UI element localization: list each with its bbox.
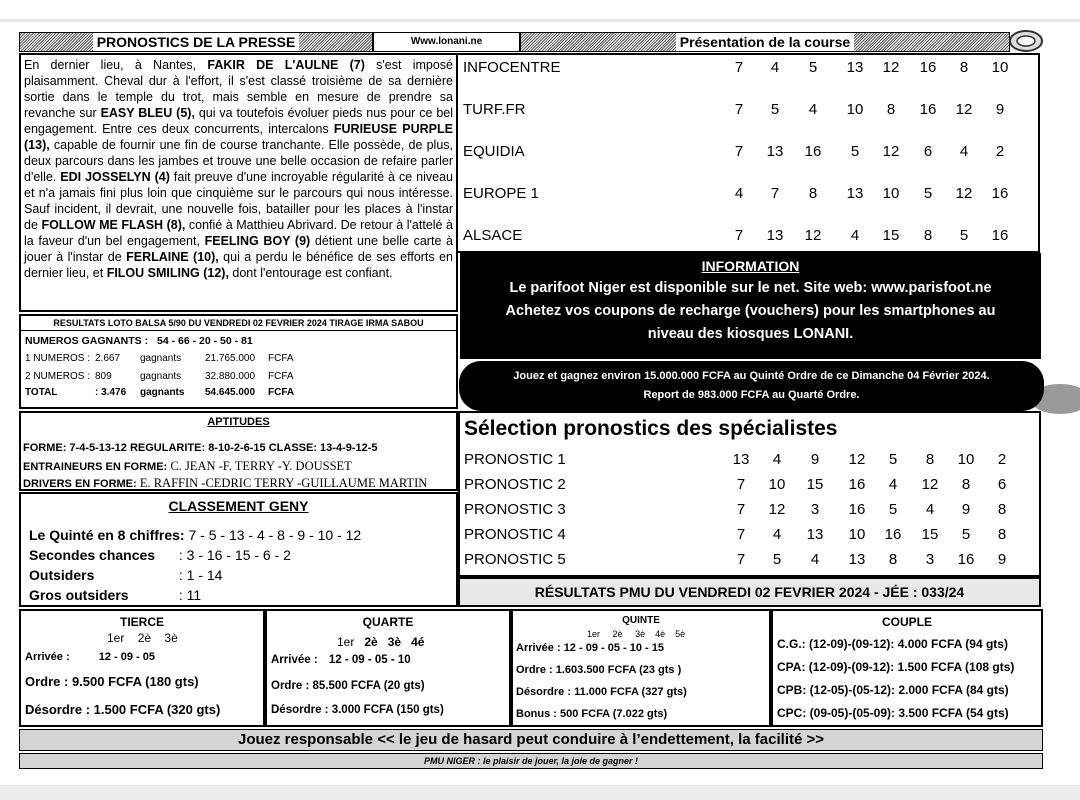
press-predictions-table xyxy=(458,53,1040,253)
article-text: En dernier lieu, à Nantes, xyxy=(24,58,208,72)
jackpot-banner xyxy=(459,361,1044,411)
aptitudes-line: FORME: 7-4-5-13-12 REGULARITE: 8-10-2-6-15 CLASSE: 13-4-9-12-5 xyxy=(23,442,378,454)
rank-label: 3è xyxy=(164,631,178,645)
article-text: fait preuve d'une incroyable régularité à ce niveau et n'a jamais fini plus loin que cinquième sur le parcours qui nous intéresse. Sauf incident, il devrait, une nouvelle fois, batailler pour les places à l'instar de xyxy=(24,170,453,232)
prediction-source: TURF.FR xyxy=(463,101,526,118)
horse-name: FILOU SMILING (12), xyxy=(106,266,229,280)
horse-number: 7 xyxy=(736,501,746,518)
prediction-source: EQUIDIA xyxy=(463,143,525,160)
loto-cell: 32.880.000 xyxy=(205,371,256,382)
press-header xyxy=(19,32,373,52)
horse-number: 15 xyxy=(921,526,939,543)
slogan: PMU NIGER : le plaisir de jouer, la joie de gagner ! xyxy=(19,753,1043,769)
horse-number: 4 xyxy=(850,227,860,244)
rank-label: 1er xyxy=(107,631,125,645)
horse-number: 5 xyxy=(850,143,860,160)
race-header xyxy=(520,32,1010,52)
information-line: niveau des kiosques LONANI. xyxy=(647,326,854,342)
horse-number: 3 xyxy=(810,501,820,518)
horse-number: 7 xyxy=(734,143,744,160)
horse-number: 5 xyxy=(959,227,969,244)
loto-numbers-label: NUMEROS GAGNANTS : xyxy=(25,335,149,347)
horse-number: 16 xyxy=(804,143,822,160)
horse-number: 8 xyxy=(959,59,969,76)
horse-number: 9 xyxy=(961,501,971,518)
information-title: INFORMATION xyxy=(701,258,800,274)
horse-number: 4 xyxy=(925,501,935,518)
loto-cell: gagnants xyxy=(140,353,182,364)
horse-number: 7 xyxy=(734,59,744,76)
rank-label: 2è xyxy=(364,635,378,649)
loto-results xyxy=(19,314,458,409)
drivers-line xyxy=(23,476,427,491)
prediction-row xyxy=(460,551,1040,571)
trainers-label: ENTRAINEURS EN FORME: xyxy=(23,461,168,473)
loto-cell: FCFA xyxy=(268,371,294,382)
rank-label: 1er xyxy=(587,629,601,639)
couple-row: C.G.: (12-09)-(09-12): 4.000 FCFA (94 gts) xyxy=(777,637,1008,651)
loto-cell: FCFA xyxy=(268,353,294,364)
horse-number: 8 xyxy=(886,101,896,118)
geny-row xyxy=(29,547,291,563)
horse-number: 12 xyxy=(882,143,900,160)
horse-number: 10 xyxy=(957,451,975,468)
geny-row-value: : 11 xyxy=(175,587,202,603)
horse-number: 4 xyxy=(734,185,744,202)
horse-number: 13 xyxy=(806,526,824,543)
quarte-desordre: Désordre : 3.000 FCFA (150 gts) xyxy=(271,704,444,716)
prediction-source: PRONOSTIC 3 xyxy=(464,501,566,518)
loto-title: RESULTATS LOTO BALSA 5/90 DU VENDREDI 02 FEVRIER 2024 TIRAGE IRMA SABOU xyxy=(21,316,456,331)
article-text: qui a perdu le bénéfice de ses efforts en dernier lieu, et xyxy=(24,250,453,280)
prediction-row xyxy=(460,476,1040,496)
horse-number: 15 xyxy=(806,476,824,493)
prediction-row xyxy=(458,59,1038,79)
geny-row-label: Secondes chances xyxy=(29,547,156,563)
horse-number: 9 xyxy=(810,451,820,468)
prediction-row xyxy=(460,501,1040,521)
article-text: confié à Matthieu Abrivard. De retour à l'attelé à la faveur d'un bel engagement, xyxy=(24,218,453,248)
loto-cell: 54.645.000 xyxy=(205,387,256,398)
geny-ranking xyxy=(19,492,458,607)
horse-number: 5 xyxy=(888,501,898,518)
prediction-row xyxy=(458,143,1038,163)
arrivee-value: 12 - 09 - 05 xyxy=(98,651,155,663)
geny-row-value: : 1 - 14 xyxy=(175,567,223,583)
prediction-row xyxy=(460,451,1040,471)
rank-label: 5è xyxy=(675,629,686,639)
horse-number: 13 xyxy=(846,59,864,76)
horse-number: 16 xyxy=(991,185,1009,202)
loto-numbers: 54 - 66 - 20 - 50 - 81 xyxy=(157,335,253,347)
horse-number: 8 xyxy=(925,451,935,468)
horse-number: 10 xyxy=(991,59,1009,76)
horse-number: 7 xyxy=(736,526,746,543)
drivers-value: E. RAFFIN -CEDRIC TERRY -GUILLAUME MARTIN xyxy=(136,476,428,490)
geny-row xyxy=(29,587,201,603)
article-text: détient une belle carte à jouer à l'instar de xyxy=(24,234,453,264)
horse-number: 8 xyxy=(961,476,971,493)
information-line: Achetez vos coupons de recharge (vouchers) pour les smartphones au xyxy=(505,303,996,319)
quarte-arrivee xyxy=(271,654,411,666)
quarte-results xyxy=(265,609,511,727)
information-box xyxy=(460,253,1041,359)
couple-title: COUPLE xyxy=(881,615,932,629)
horse-number: 16 xyxy=(957,551,975,568)
horse-number: 5 xyxy=(923,185,933,202)
rank-label: 4è xyxy=(655,629,666,639)
quinte-bonus: Bonus : 500 FCFA (7.022 gts) xyxy=(516,708,668,720)
horse-number: 2 xyxy=(997,451,1007,468)
rank-label: 3è xyxy=(387,635,402,649)
race-header-title: Présentation de la course xyxy=(676,33,854,51)
banner-line: Report de 983.000 FCFA au Quarté Ordre. xyxy=(643,389,860,401)
banner-line: Jouez et gagnez environ 15.000.000 FCFA au Quinté Ordre de ce Dimanche 04 Février 2024. xyxy=(513,370,990,382)
prediction-row xyxy=(460,526,1040,546)
horse-number: 16 xyxy=(919,59,937,76)
bottom-band xyxy=(0,785,1080,800)
horse-number: 4 xyxy=(772,451,782,468)
prediction-row xyxy=(458,101,1038,121)
drivers-label: DRIVERS EN FORME: xyxy=(23,478,137,490)
horse-number: 9 xyxy=(995,101,1005,118)
tierce-ordre: Ordre : 9.500 FCFA (180 gts) xyxy=(25,674,199,689)
horse-number: 8 xyxy=(997,501,1007,518)
website-label[interactable]: Www.lonani.ne xyxy=(373,32,520,52)
horse-number: 10 xyxy=(846,101,864,118)
horse-number: 13 xyxy=(766,143,784,160)
tierce-arrivee xyxy=(25,651,155,663)
horse-number: 16 xyxy=(919,101,937,118)
horse-number: 6 xyxy=(923,143,933,160)
loto-cell: FCFA xyxy=(268,387,295,398)
horse-number: 13 xyxy=(846,185,864,202)
horse-number: 7 xyxy=(734,227,744,244)
horse-name: EASY BLEU (5), xyxy=(100,106,195,120)
prediction-row xyxy=(458,227,1038,247)
geny-title: CLASSEMENT GENY xyxy=(168,498,309,514)
geny-row-value: 7 - 5 - 13 - 4 - 8 - 9 - 10 - 12 xyxy=(184,527,362,543)
specialists-selection xyxy=(458,411,1041,577)
horse-number: 16 xyxy=(848,501,866,518)
couple-row: CPB: (12-05)-(05-12): 2.000 FCFA (84 gts) xyxy=(777,683,1009,697)
aptitudes-box xyxy=(19,411,458,491)
horse-number: 5 xyxy=(808,59,818,76)
horse-number: 13 xyxy=(848,551,866,568)
quarte-ordre: Ordre : 85.500 FCFA (20 gts) xyxy=(271,680,425,692)
quinte-ranks xyxy=(587,629,685,639)
horse-number: 16 xyxy=(991,227,1009,244)
article-text: qui va toutefois évoluer pieds nus pour ce bel engagement. Entre ces deux concurrents, intercalons xyxy=(24,106,453,136)
article-text: dont l'entourage est confiant. xyxy=(228,266,393,280)
loto-cell: 1 NUMEROS : xyxy=(25,353,91,364)
horse-number: 16 xyxy=(848,476,866,493)
geny-row-label: Outsiders xyxy=(29,567,95,583)
press-article xyxy=(19,53,458,312)
article-text: capable de fournir une fin de course tranchante. Elle possède, de plus, deux parcours dans les jambes et trouve une belle occasion de refaire parler d'elle. xyxy=(24,138,453,184)
horse-number: 3 xyxy=(925,551,935,568)
tierce-ranks xyxy=(107,631,178,645)
arrivee-value: 12 - 09 - 05 - 10 xyxy=(328,654,411,666)
horse-number: 12 xyxy=(955,185,973,202)
horse-number: 12 xyxy=(768,501,786,518)
horse-number: 9 xyxy=(997,551,1007,568)
horse-number: 7 xyxy=(736,476,746,493)
horse-number: 7 xyxy=(734,101,744,118)
horse-number: 8 xyxy=(888,551,898,568)
horse-name: FOLLOW ME FLASH (8), xyxy=(41,218,186,232)
tierce-results xyxy=(19,609,265,727)
loto-cell: 2.667 xyxy=(95,353,121,364)
rank-label: 4é xyxy=(411,635,425,649)
horse-number: 5 xyxy=(888,451,898,468)
responsible-gaming-notice: Jouez responsable << le jeu de hasard peut conduire à l’endettement, la facilité >> xyxy=(19,729,1043,751)
couple-results xyxy=(771,609,1043,727)
geny-row xyxy=(29,527,361,543)
horse-number: 12 xyxy=(921,476,939,493)
horse-number: 8 xyxy=(923,227,933,244)
horse-number: 12 xyxy=(955,101,973,118)
horse-number: 4 xyxy=(810,551,820,568)
prediction-source: PRONOSTIC 2 xyxy=(464,476,566,493)
quinte-arrivee: Arrivée : 12 - 09 - 05 - 10 - 15 xyxy=(516,642,664,654)
loto-winning-numbers xyxy=(25,335,253,347)
prediction-source: PRONOSTIC 1 xyxy=(464,451,566,468)
horse-number: 4 xyxy=(772,526,782,543)
horse-number: 5 xyxy=(770,101,780,118)
loto-cell: TOTAL xyxy=(25,387,58,398)
horse-number: 10 xyxy=(848,526,866,543)
horse-number: 7 xyxy=(736,551,746,568)
horse-name: FURIEUSE PURPLE (13), xyxy=(24,122,453,152)
horse-number: 4 xyxy=(808,101,818,118)
horse-number: 8 xyxy=(808,185,818,202)
horse-number: 12 xyxy=(848,451,866,468)
horse-number: 5 xyxy=(961,526,971,543)
rank-label: 1er xyxy=(337,635,355,649)
horse-number: 12 xyxy=(804,227,822,244)
rank-label: 2è xyxy=(137,631,152,645)
prediction-source: ALSACE xyxy=(463,227,523,244)
horse-number: 4 xyxy=(888,476,898,493)
quarte-ranks xyxy=(337,635,424,649)
geny-row-value: : 3 - 16 - 15 - 6 - 2 xyxy=(175,547,291,563)
couple-row: CPA: (12-09)-(09-12): 1.500 FCFA (108 gts) xyxy=(777,660,1015,674)
horse-number: 16 xyxy=(884,526,902,543)
arrivee-label: Arrivée : xyxy=(25,651,70,663)
loto-cell: : 3.476 xyxy=(95,387,127,398)
tierce-desordre: Désordre : 1.500 FCFA (320 gts) xyxy=(25,702,221,717)
trainers-value: C. JEAN -F. TERRY -Y. DOUSSET xyxy=(167,459,352,473)
rank-label: 3è xyxy=(635,629,646,639)
horse-number: 13 xyxy=(732,451,750,468)
geny-row xyxy=(29,567,222,583)
horse-number: 8 xyxy=(997,526,1007,543)
horse-number: 6 xyxy=(997,476,1007,493)
geny-row-label: Le Quinté en 8 chiffres: xyxy=(29,527,185,543)
trainers-line xyxy=(23,459,352,474)
horse-number: 10 xyxy=(768,476,786,493)
quinte-ordre: Ordre : 1.603.500 FCFA (23 gts ) xyxy=(516,664,682,676)
horse-number: 2 xyxy=(995,143,1005,160)
loto-cell: 21.765.000 xyxy=(205,353,256,364)
prediction-source: PRONOSTIC 5 xyxy=(464,551,566,568)
loto-cell: 2 NUMEROS : xyxy=(25,371,91,382)
loto-cell: 809 xyxy=(95,371,112,382)
horse-name: EDI JOSSELYN (4) xyxy=(60,170,170,184)
prediction-source: INFOCENTRE xyxy=(463,59,561,76)
quinte-title: QUINTE xyxy=(622,615,660,626)
pmu-results-title: RÉSULTATS PMU DU VENDREDI 02 FEVRIER 2024 - JÉE : 033/24 xyxy=(458,577,1041,607)
loto-cell: gagnants xyxy=(140,371,182,382)
prediction-row xyxy=(458,185,1038,205)
horseshoe-logo-icon xyxy=(1008,28,1044,54)
horse-number: 4 xyxy=(959,143,969,160)
arrivee-label: Arrivée : xyxy=(271,654,318,666)
selection-title: Sélection pronostics des spécialistes xyxy=(464,417,838,440)
press-header-title: PRONOSTICS DE LA PRESSE xyxy=(93,33,300,51)
horse-number: 12 xyxy=(882,59,900,76)
quinte-results xyxy=(511,609,771,727)
article-text: s'est imposé plaisamment. Cheval dur à l'effort, il s'est classé troisième de sa dernière sortie dans le temple du trot, mais semble en mesure de prendre sa revanche sur xyxy=(24,58,453,120)
horse-number: 15 xyxy=(882,227,900,244)
horse-number: 10 xyxy=(882,185,900,202)
horse-name: FAKIR DE L'AULNE (7) xyxy=(207,58,365,72)
geny-row-label: Gros outsiders xyxy=(29,587,129,603)
horse-name: FEELING BOY (9) xyxy=(204,234,311,248)
prediction-source: EUROPE 1 xyxy=(463,185,539,202)
quarte-title: QUARTE xyxy=(362,615,414,629)
quinte-desordre: Désordre : 11.000 FCFA (327 gts) xyxy=(516,686,687,698)
information-line: Le parifoot Niger est disponible sur le net. Site web: www.parisfoot.ne xyxy=(509,280,992,296)
rank-label: 2è xyxy=(612,629,623,639)
prediction-source: PRONOSTIC 4 xyxy=(464,526,566,543)
top-band xyxy=(0,0,1080,22)
horse-number: 7 xyxy=(770,185,780,202)
tierce-title: TIERCE xyxy=(119,615,164,629)
horse-number: 4 xyxy=(770,59,780,76)
horse-name: FERLAINE (10), xyxy=(126,250,219,264)
horse-number: 13 xyxy=(766,227,784,244)
aptitudes-title: APTITUDES xyxy=(207,416,270,428)
loto-cell: gagnants xyxy=(140,387,185,398)
couple-row: CPC: (09-05)-(05-09): 3.500 FCFA (54 gts) xyxy=(777,706,1009,720)
horse-number: 5 xyxy=(772,551,782,568)
